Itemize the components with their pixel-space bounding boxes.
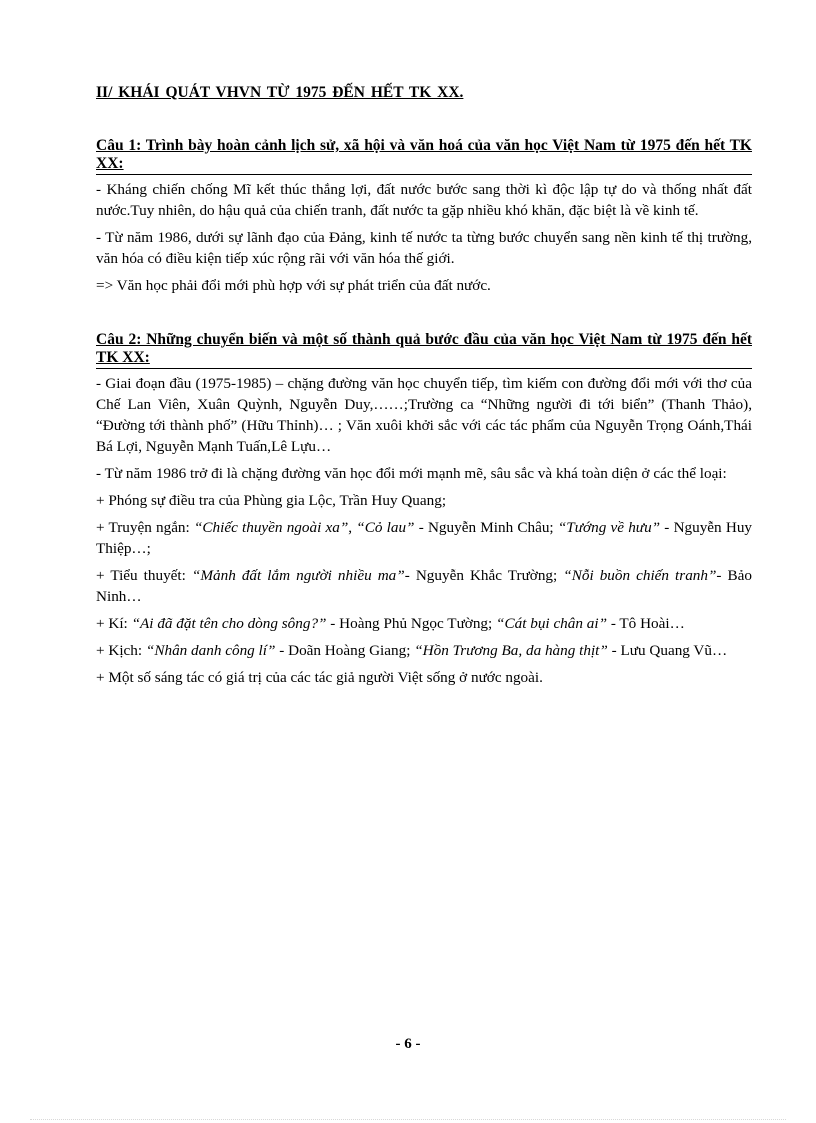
page-bottom-divider — [30, 1119, 786, 1120]
author-text: - Lưu Quang Vũ… — [607, 642, 728, 659]
item-label: + Truyện ngắn: — [96, 519, 194, 536]
q1-paragraph-1: - Kháng chiến chống Mĩ kết thúc thắng lợi, đất nước bước sang thời kì độc lập tự do và thống nhất đất nước.Tuy nhiên, do hậu quả của chiến tranh, đất nước ta gặp nhiều khó khăn, đặc biệt là về kinh tế. — [96, 181, 752, 219]
work-title: “Ai đã đặt tên cho dòng sông?” — [131, 615, 327, 632]
q2-item-overseas-works: + Một số sáng tác có giá trị của các tác giả người Việt sống ở nước ngoài. — [96, 669, 543, 686]
work-title: “Nỗi buồn chiến tranh” — [563, 567, 717, 584]
page-number: - 6 - — [395, 1036, 421, 1052]
work-title: “Chiếc thuyền ngoài xa” — [193, 519, 349, 536]
work-title: “Cỏ lau” — [356, 519, 415, 536]
item-label: + Tiểu thuyết: — [96, 567, 192, 584]
item-label: + Kịch: — [96, 642, 146, 659]
separator-text: , — [348, 519, 357, 536]
q2-paragraph-renewal-period: - Từ năm 1986 trở đi là chặng đường văn học đổi mới mạnh mẽ, sâu sắc và khá toàn diện ở các thể loại: — [96, 465, 727, 482]
work-title: “Nhân danh công lí” — [145, 642, 276, 659]
section-title: II/ KHÁI QUÁT VHVN TỪ 1975 ĐẾN HẾT TK XX. — [96, 84, 464, 101]
question-2-heading: Câu 2: Những chuyển biến và một số thành quả bước đầu của văn học Việt Nam từ 1975 đến hết TK XX: — [96, 331, 752, 369]
question-1-heading: Câu 1: Trình bày hoàn cảnh lịch sử, xã hội và văn hoá của văn học Việt Nam từ 1975 đến hết TK XX: — [96, 137, 752, 175]
q2-paragraph-early-period: - Giai đoạn đầu (1975-1985) – chặng đường văn học chuyển tiếp, tìm kiếm con đường đổi mới với thơ của Chế Lan Viên, Xuân Quỳnh, Nguyễn Duy,……;Trường ca “Những người đi tới biển” (Thanh Thảo), “Đường tới thành phố” (Hữu Thỉnh)… ; Văn xuôi khởi sắc với các tác phẩm của Nguyễn Trọng Oánh,Thái Bá Lợi, Nguyễn Mạnh Tuấn,Lê Lựu… — [96, 375, 752, 455]
work-title: “Cát bụi chân ai” — [496, 615, 608, 632]
author-text: - Doãn Hoàng Giang; — [275, 642, 415, 659]
item-label: + Kí: — [96, 615, 132, 632]
q2-item-drama — [96, 640, 752, 661]
author-text: - Nguyễn Huy Thiệp…; — [96, 519, 753, 557]
author-text: - Tô Hoài… — [607, 615, 685, 632]
q1-paragraph-2: - Từ năm 1986, dưới sự lãnh đạo của Đảng, kinh tế nước ta từng bước chuyển sang nền kinh tế thị trường, văn hóa có điều kiện tiếp xúc rộng rãi với văn hóa thế giới. — [96, 229, 752, 267]
work-title: “Mảnh đất lắm người nhiều ma” — [191, 567, 405, 584]
q2-item-reportage: + Phóng sự điều tra của Phùng gia Lộc, Trần Huy Quang; — [96, 492, 447, 509]
author-text: - Bảo Ninh… — [96, 567, 752, 605]
q2-item-novels — [96, 565, 752, 607]
work-title: “Hồn Trương Ba, da hàng thịt” — [414, 642, 608, 659]
author-text: - Hoàng Phủ Ngọc Tường; — [326, 615, 497, 632]
author-text: - Nguyễn Khắc Trường; — [404, 567, 564, 584]
q1-conclusion: => Văn học phải đổi mới phù hợp với sự phát triển của đất nước. — [96, 277, 491, 294]
work-title: “Tướng về hưu” — [557, 519, 661, 536]
author-text: - Nguyễn Minh Châu; — [414, 519, 558, 536]
q2-item-short-stories — [96, 517, 752, 559]
q2-item-memoirs — [96, 613, 752, 634]
document-page — [96, 82, 752, 694]
